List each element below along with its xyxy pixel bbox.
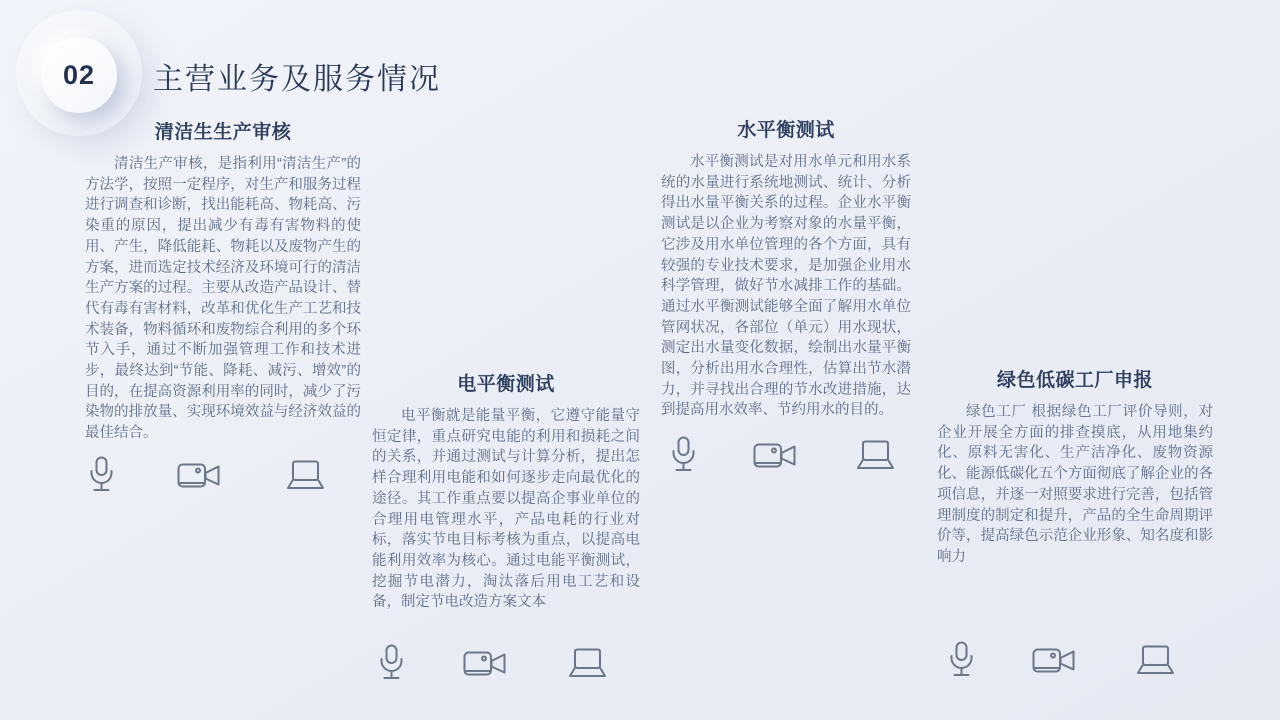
section-body: 电平衡就是能量平衡，它遵守能量守恒定律，重点研究电能的利用和损耗之间的关系，并通过测试与计算分析，提出怎样合理利用电能和如何逐步走向最优化的途径。其工作重点要以提高企事业单位的合理用电管理水平，产品电耗的行业对标，落实节电目标考核为重点，以提高电能利用效率为核心。通过电能平衡测试，挖掘节电潜力，淘汰落后用电工艺和设备，制定节电改造方案文本 <box>372 408 640 611</box>
section-water-balance-test <box>661 115 911 421</box>
section-title: 绿色低碳工厂申报 <box>996 370 1153 391</box>
laptop-icon <box>853 440 898 471</box>
section-title: 清洁生生产审核 <box>154 122 292 143</box>
section-body: 水平衡测试是对用水单元和用水系统的水量进行系统地测试、统计、分析得出水量平衡关系的过程。企业水平衡测试是以企业为考察对象的水量平衡，它涉及用水单位管理的各个方面，具有较强的专业技术要求，是加强企业用水科学管理，做好节水减排工作的基础。通过水平衡测试能够全面了解用水单位管网状况，各部位（单元）用水现状，测定出水量变化数据，绘制出水量平衡图，分析出用水合理性，估算出节水潜力，并寻找出合理的节水改进措施，达到提高用水效率、节约用水的目的。 <box>661 154 911 419</box>
video-camera-icon <box>1032 645 1077 676</box>
microphone-icon <box>378 644 405 683</box>
section-body: 绿色工厂 根据绿色工厂评价导则，对企业开展全方面的排查摸底，从用地集约化、原料无害化、生产洁净化、废物资源化、能源低碳化五个方面彻底了解企业的各项信息，并逐一对照要求进行完善，包括管理制度的制定和提升，产品的全生命周期评价等，提高绿色示范企业形象、知名度和影响力 <box>937 404 1213 565</box>
laptop-icon <box>565 648 610 679</box>
page-title: 主营业务及服务情况 <box>153 63 441 96</box>
section-electric-balance-test <box>372 369 640 613</box>
laptop-icon <box>283 460 328 491</box>
section-green-factory-declaration <box>937 365 1213 568</box>
video-camera-icon <box>463 648 508 679</box>
section-clean-production-audit <box>85 117 361 444</box>
microphone-icon <box>88 456 115 495</box>
section-title: 水平衡测试 <box>737 120 835 141</box>
section-title: 电平衡测试 <box>457 374 555 395</box>
video-camera-icon <box>177 460 222 491</box>
icon-row <box>670 435 898 475</box>
icon-row <box>88 455 328 495</box>
video-camera-icon <box>753 440 798 471</box>
section-number-badge: 02 <box>41 37 117 113</box>
icon-row <box>378 643 610 683</box>
section-body: 清洁生产审核，是指利用“清洁生产”的方法学，按照一定程序，对生产和服务过程进行调查和诊断，找出能耗高、物耗高、污染重的原因，提出减少有毒有害物料的使用、产生，降低能耗、物耗以及废物产生的方案，进而选定技术经济及环境可行的清洁生产方案的过程。主要从改造产品设计、替代有毒有害材料，改革和优化生产工艺和技术装备，物料循环和废物综合利用的多个环节入手，通过不断加强管理工作和技术进步，最终达到“节能、降耗、减污、增效”的目的，在提高资源利用率的同时，减少了污染物的排放量、实现环境效益与经济效益的最佳结合。 <box>85 156 361 442</box>
icon-row <box>948 640 1178 680</box>
microphone-icon <box>670 436 697 475</box>
laptop-icon <box>1133 645 1178 676</box>
microphone-icon <box>948 641 975 680</box>
